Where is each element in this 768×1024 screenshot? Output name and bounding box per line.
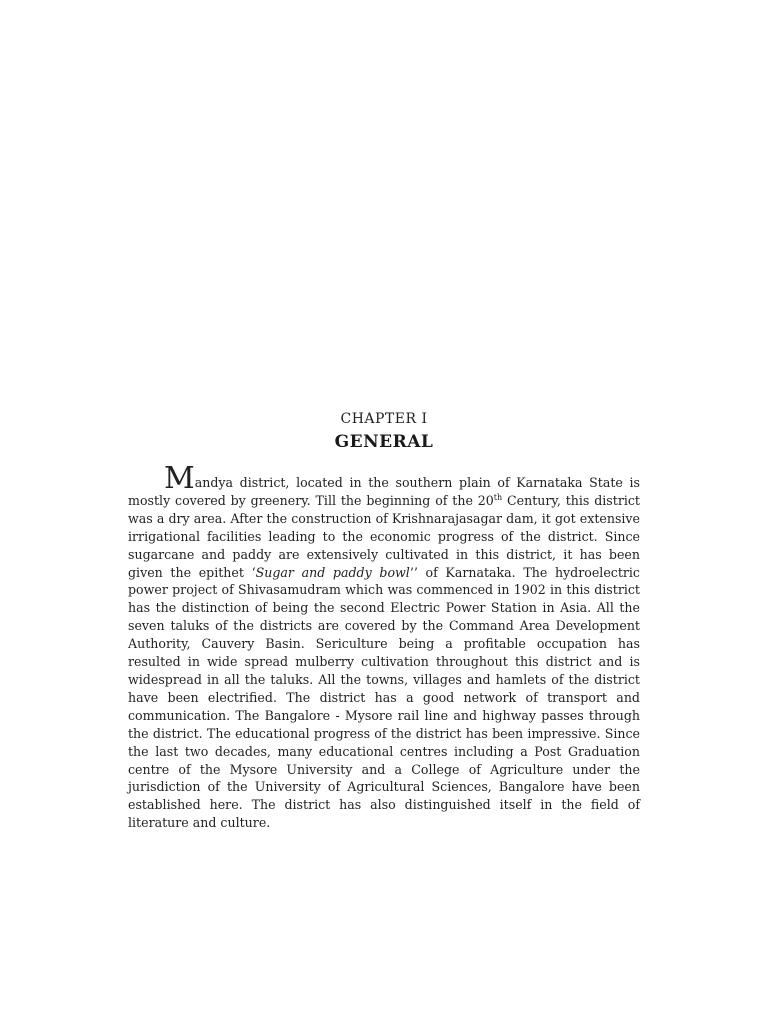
superscript-th: th	[493, 492, 503, 502]
paragraph-text-part2: Century, this district was a dry area. After the construction of Krishnarajasagar dam, it got extensive irrigational facilities leading to the economic progress of the district. Since sugarcane and paddy are extensively cultivated in this district, it has been given the epithet ‘	[128, 492, 640, 580]
chapter-label: CHAPTER I	[340, 411, 428, 427]
epithet-text: Sugar and paddy bowl	[255, 564, 410, 580]
paragraph-text-part3: ’’ of Karnataka. The hydroelectric power project of Shivasamudram which was commenced in 1902 in this district has the distinction of being the second Electric Power Station in Asia. All the seven taluks of the districts are covered by the Command Area Development Authority, Cauvery Basin. Sericulture being a profitable occupation has resulted in wide spread mulberry cultivation throughout this district and is widespread in all the taluks. All the towns, villages and hamlets of the district have been electrified. The district has a good network of transport and communication. The Bangalore - Mysore rail line and highway passes through the district. The educational progress of the district has been impressive. Since the last two decades, many educational centres including a Post Graduation centre of the Mysore University and a College of Agriculture under the jurisdiction of the University of Agricultural Sciences, Bangalore have been established here. The district has also distinguished itself in the field of literature and culture.	[128, 564, 640, 831]
body-paragraph	[128, 461, 640, 832]
chapter-title: GENERAL	[334, 432, 434, 452]
drop-cap: M	[164, 461, 195, 496]
paragraph-text-part1: andya district, located in the southern plain of Karnataka State is mostly covered by greenery. Till the beginning of the 20	[128, 475, 640, 508]
